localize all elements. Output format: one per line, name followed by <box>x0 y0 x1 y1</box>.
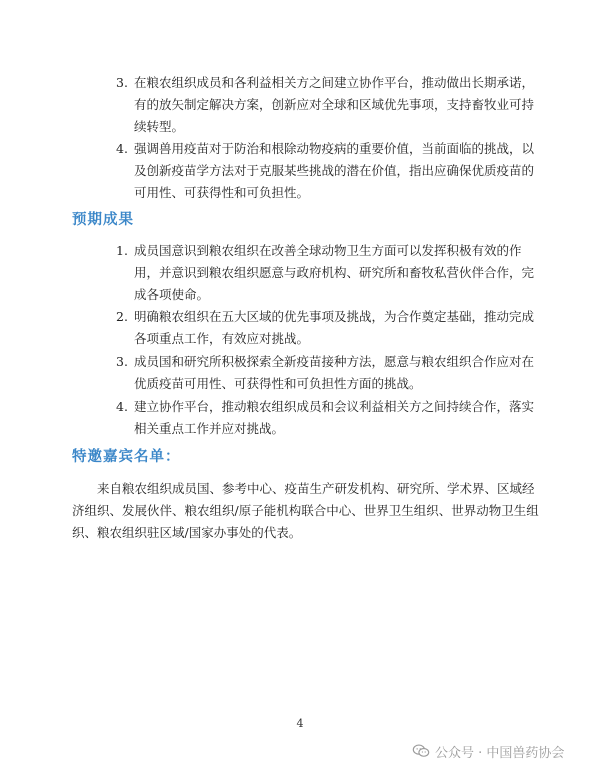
list-item <box>116 72 546 138</box>
list-item <box>116 240 546 306</box>
section-heading-outcomes: 预期成果 <box>72 211 134 228</box>
list-item-number: 3. <box>116 75 128 90</box>
list-item-text: 建立协作平台，推动粮农组织成员和会议利益相关方之间持续合作，落实相关重点工作并应对挑战。 <box>134 399 535 436</box>
guests-paragraph: 来自粮农组织成员国、参考中心、疫苗生产研发机构、研究所、学术界、区域经济组织、发展伙伴、粮农组织/原子能机构联合中心、世界卫生组织、世界动物卫生组织、粮农组织驻区域/国家办事处的代表。 <box>72 481 539 540</box>
list-item-text: 在粮农组织成员和各利益相关方之间建立协作平台，推动做出长期承诺，有的放矢制定解决方案，创新应对全球和区域优先事项，支持畜牧业可持续转型。 <box>134 75 535 134</box>
list-item <box>116 138 546 204</box>
watermark-label: 公众号 · 中国兽药协会 <box>435 745 565 761</box>
list-item <box>116 396 546 440</box>
wechat-icon <box>412 744 430 758</box>
list-item-text: 明确粮农组织在五大区域的优先事项及挑战，为合作奠定基础，推动完成各项重点工作，有效应对挑战。 <box>134 309 535 346</box>
watermark <box>412 740 564 762</box>
section-heading-guests: 特邀嘉宾名单： <box>72 448 181 465</box>
list-item <box>116 351 546 395</box>
list-item-number: 4. <box>116 141 128 156</box>
list-item-number: 1. <box>116 243 128 258</box>
page-number: 4 <box>296 717 304 730</box>
list-item-number: 2. <box>116 309 128 324</box>
list-item-number: 3. <box>116 354 128 369</box>
list-item-number: 4. <box>116 399 128 414</box>
list-item-text: 成员国意识到粮农组织在改善全球动物卫生方面可以发挥积极有效的作用，并意识到粮农组织愿意与政府机构、研究所和畜牧私营伙伴合作，完成各项使命。 <box>134 243 535 302</box>
list-item-text: 成员国和研究所积极探索全新疫苗接种方法，愿意与粮农组织合作应对在优质疫苗可用性、可获得性和可负担性方面的挑战。 <box>134 354 535 391</box>
list-item-text: 强调兽用疫苗对于防治和根除动物疫病的重要价值，当前面临的挑战，以及创新疫苗学方法对于克服某些挑战的潜在价值，指出应确保优质疫苗的可用性、可获得性和可负担性。 <box>134 141 535 200</box>
list-item <box>116 306 546 350</box>
